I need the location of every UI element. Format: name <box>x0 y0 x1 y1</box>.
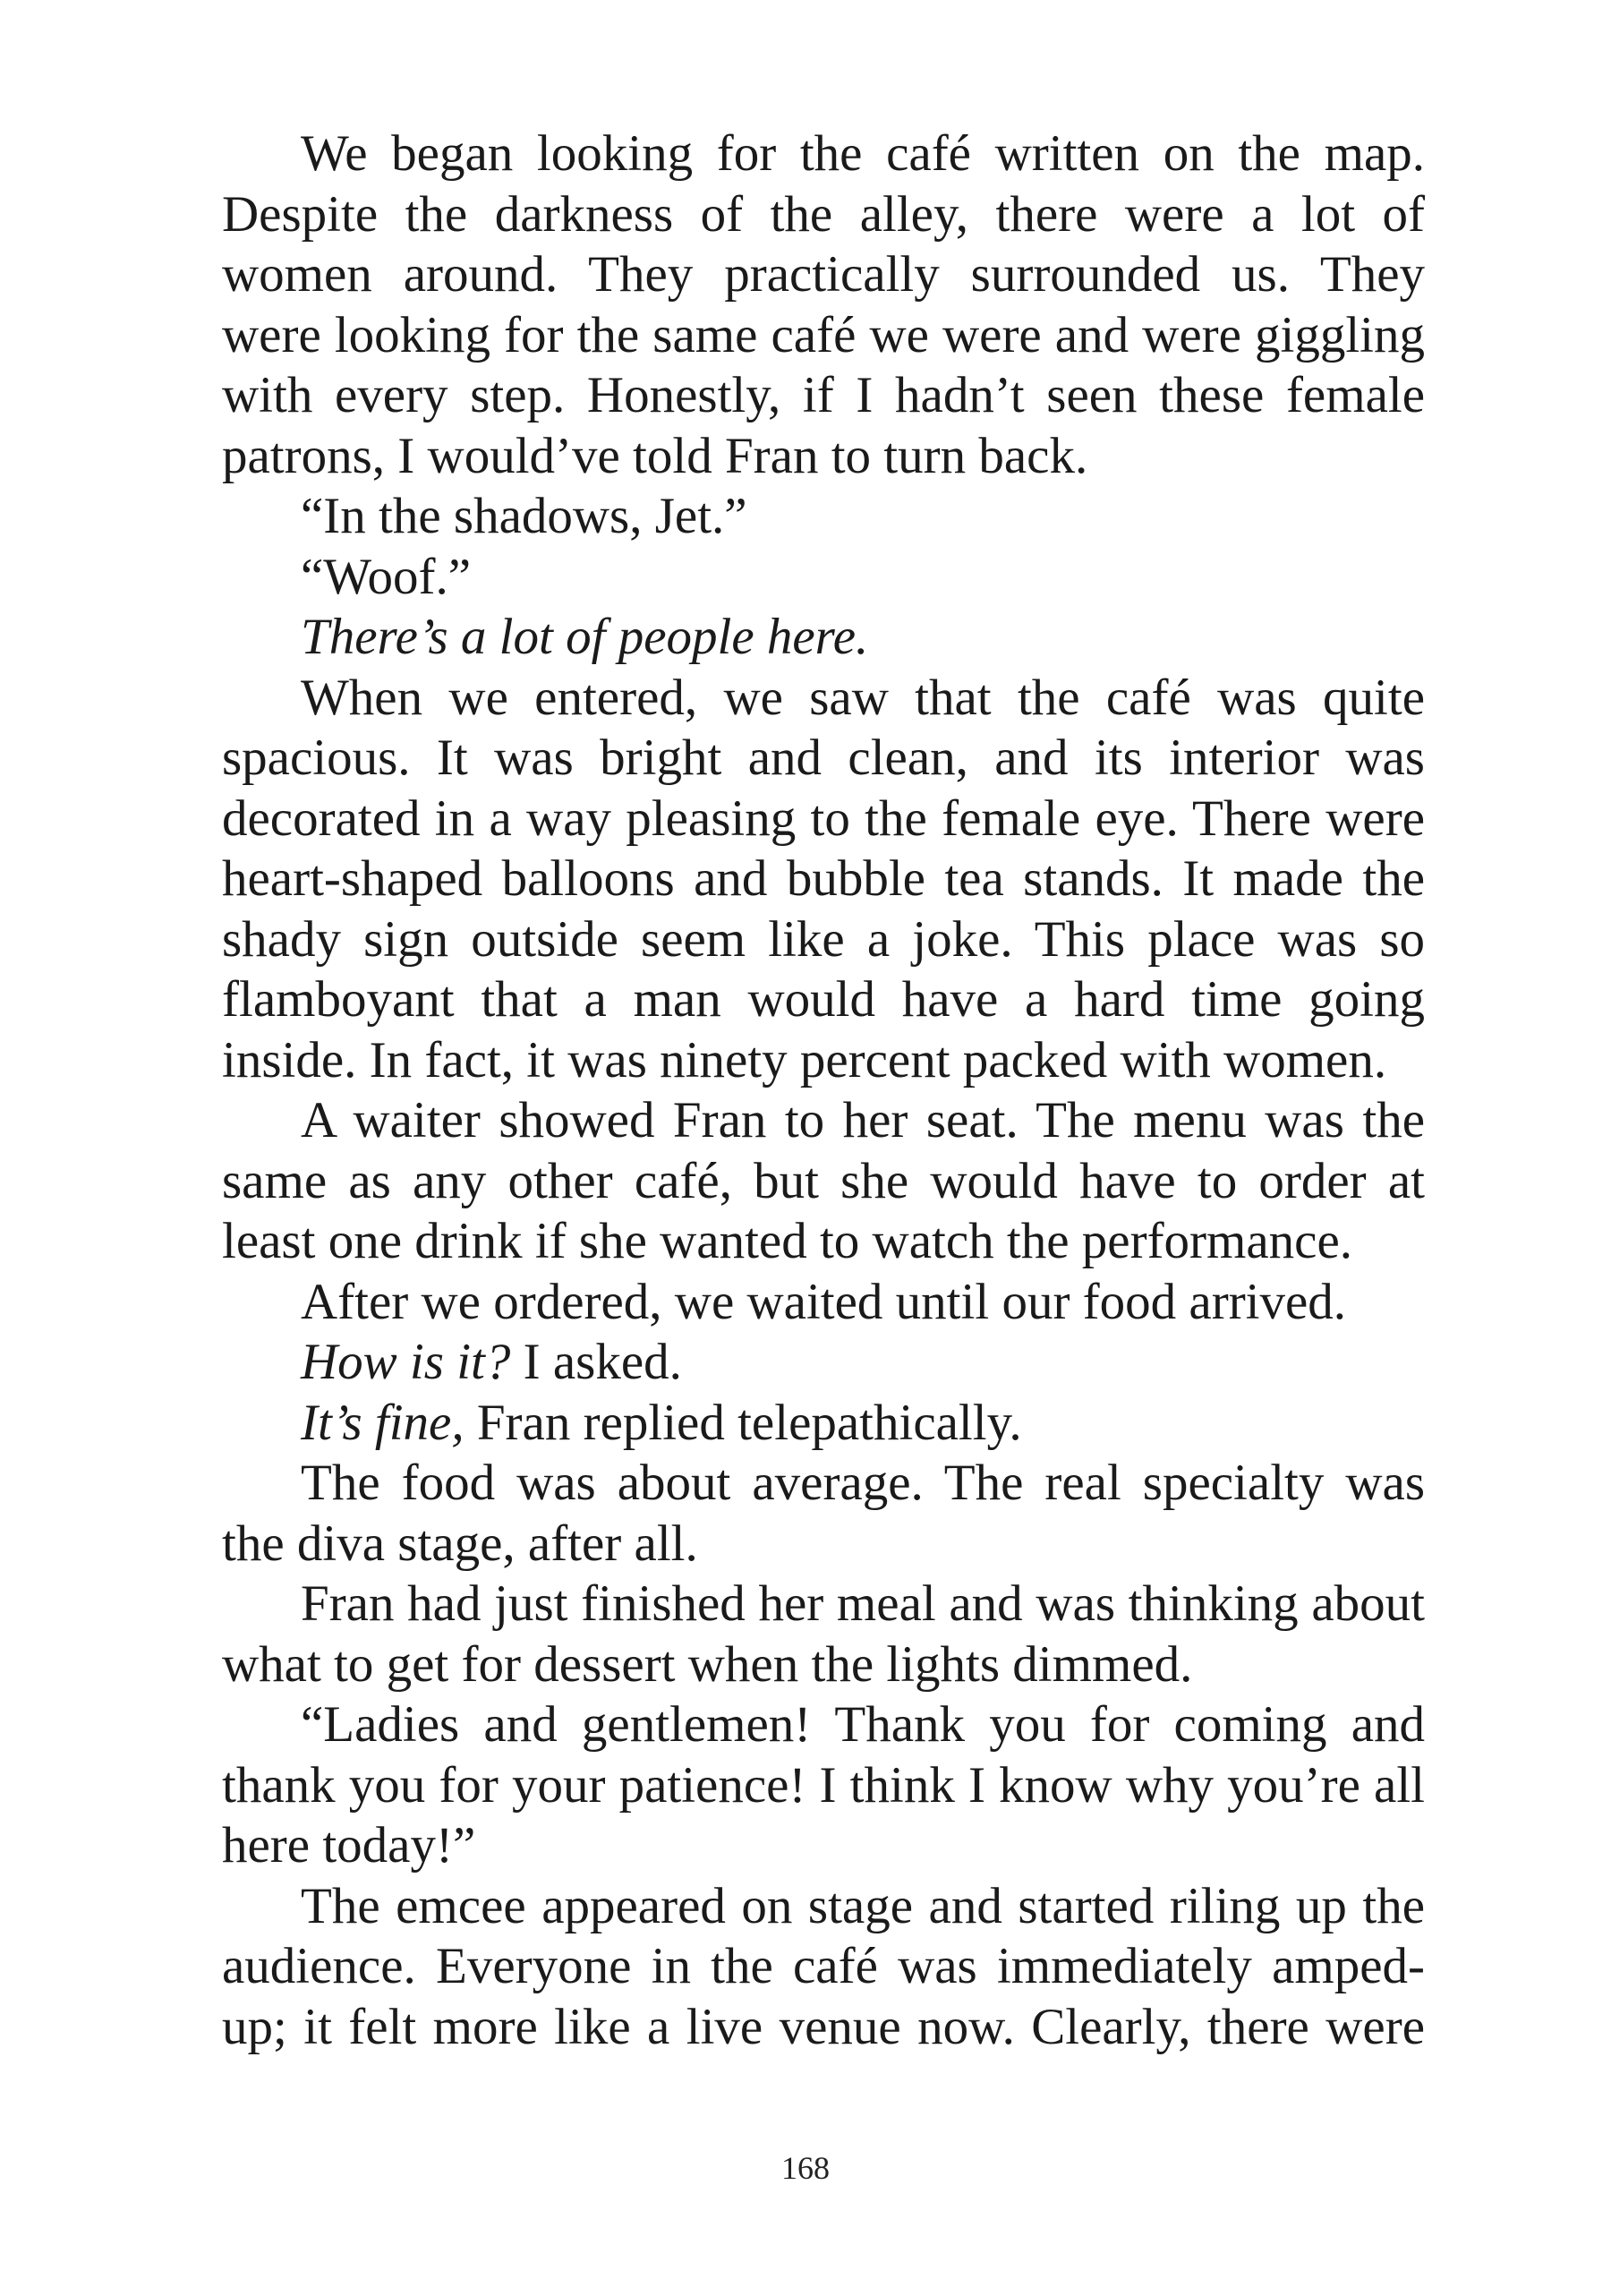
dialogue-tag: Fran replied telepathically. <box>464 1394 1022 1451</box>
italic-thought: There’s a lot of people here. <box>301 609 869 665</box>
paragraph-thought-people <box>222 607 1425 668</box>
paragraph-how-is-it <box>222 1332 1425 1393</box>
dialogue-tag: I asked. <box>510 1334 682 1390</box>
paragraph-food-average: The food was about average. The real specialty was the diva stage, after all. <box>222 1455 1425 1572</box>
page-number: 168 <box>781 2150 830 2186</box>
paragraph-ordered: After we ordered, we waited until our food arrived. <box>301 1273 1347 1330</box>
paragraph-dessert: Fran had just finished her meal and was thinking about what to get for dessert when the lights dimmed. <box>222 1575 1425 1693</box>
paragraph-emcee-stage: The emcee appeared on stage and started riling up the audience. Everyone in the café was immediately amped-up; it felt more like a live venue now. Clearly, there were <box>222 1877 1425 2055</box>
paragraph-its-fine <box>222 1393 1425 1454</box>
italic-reply: It’s fine, <box>301 1394 465 1451</box>
paragraph-dialogue-woof: “Woof.” <box>301 548 472 605</box>
paragraph-emcee-speech: “Ladies and gentlemen! Thank you for coming and thank you for your patience! I think I know why you’re all here today!” <box>222 1696 1425 1874</box>
paragraph-dialogue-shadows: “In the shadows, Jet.” <box>301 488 747 544</box>
body-text <box>222 124 1425 2057</box>
paragraph-cafe-interior: When we entered, we saw that the café was quite spacious. It was bright and clean, and its interior was decorated in a way pleasing to the female eye. There were heart-shaped balloons and bubble tea stands. It made the shady sign outside seem like a joke. This place was so flamboyant that a man would have a hard time going inside. In fact, it was ninety percent packed with women. <box>222 669 1425 1088</box>
paragraph-cafe-search: We began looking for the café written on the map. Despite the darkness of the alley, there were a lot of women around. They practically surrounded us. They were looking for the same café we were and were giggling with every step. Honestly, if I hadn’t seen these female patrons, I would’ve told Fran to turn back. <box>222 125 1425 484</box>
paragraph-waiter: A waiter showed Fran to her seat. The menu was the same as any other café, but she would have to order at least one drink if she wanted to watch the performance. <box>222 1092 1425 1269</box>
italic-question: How is it? <box>301 1334 511 1390</box>
